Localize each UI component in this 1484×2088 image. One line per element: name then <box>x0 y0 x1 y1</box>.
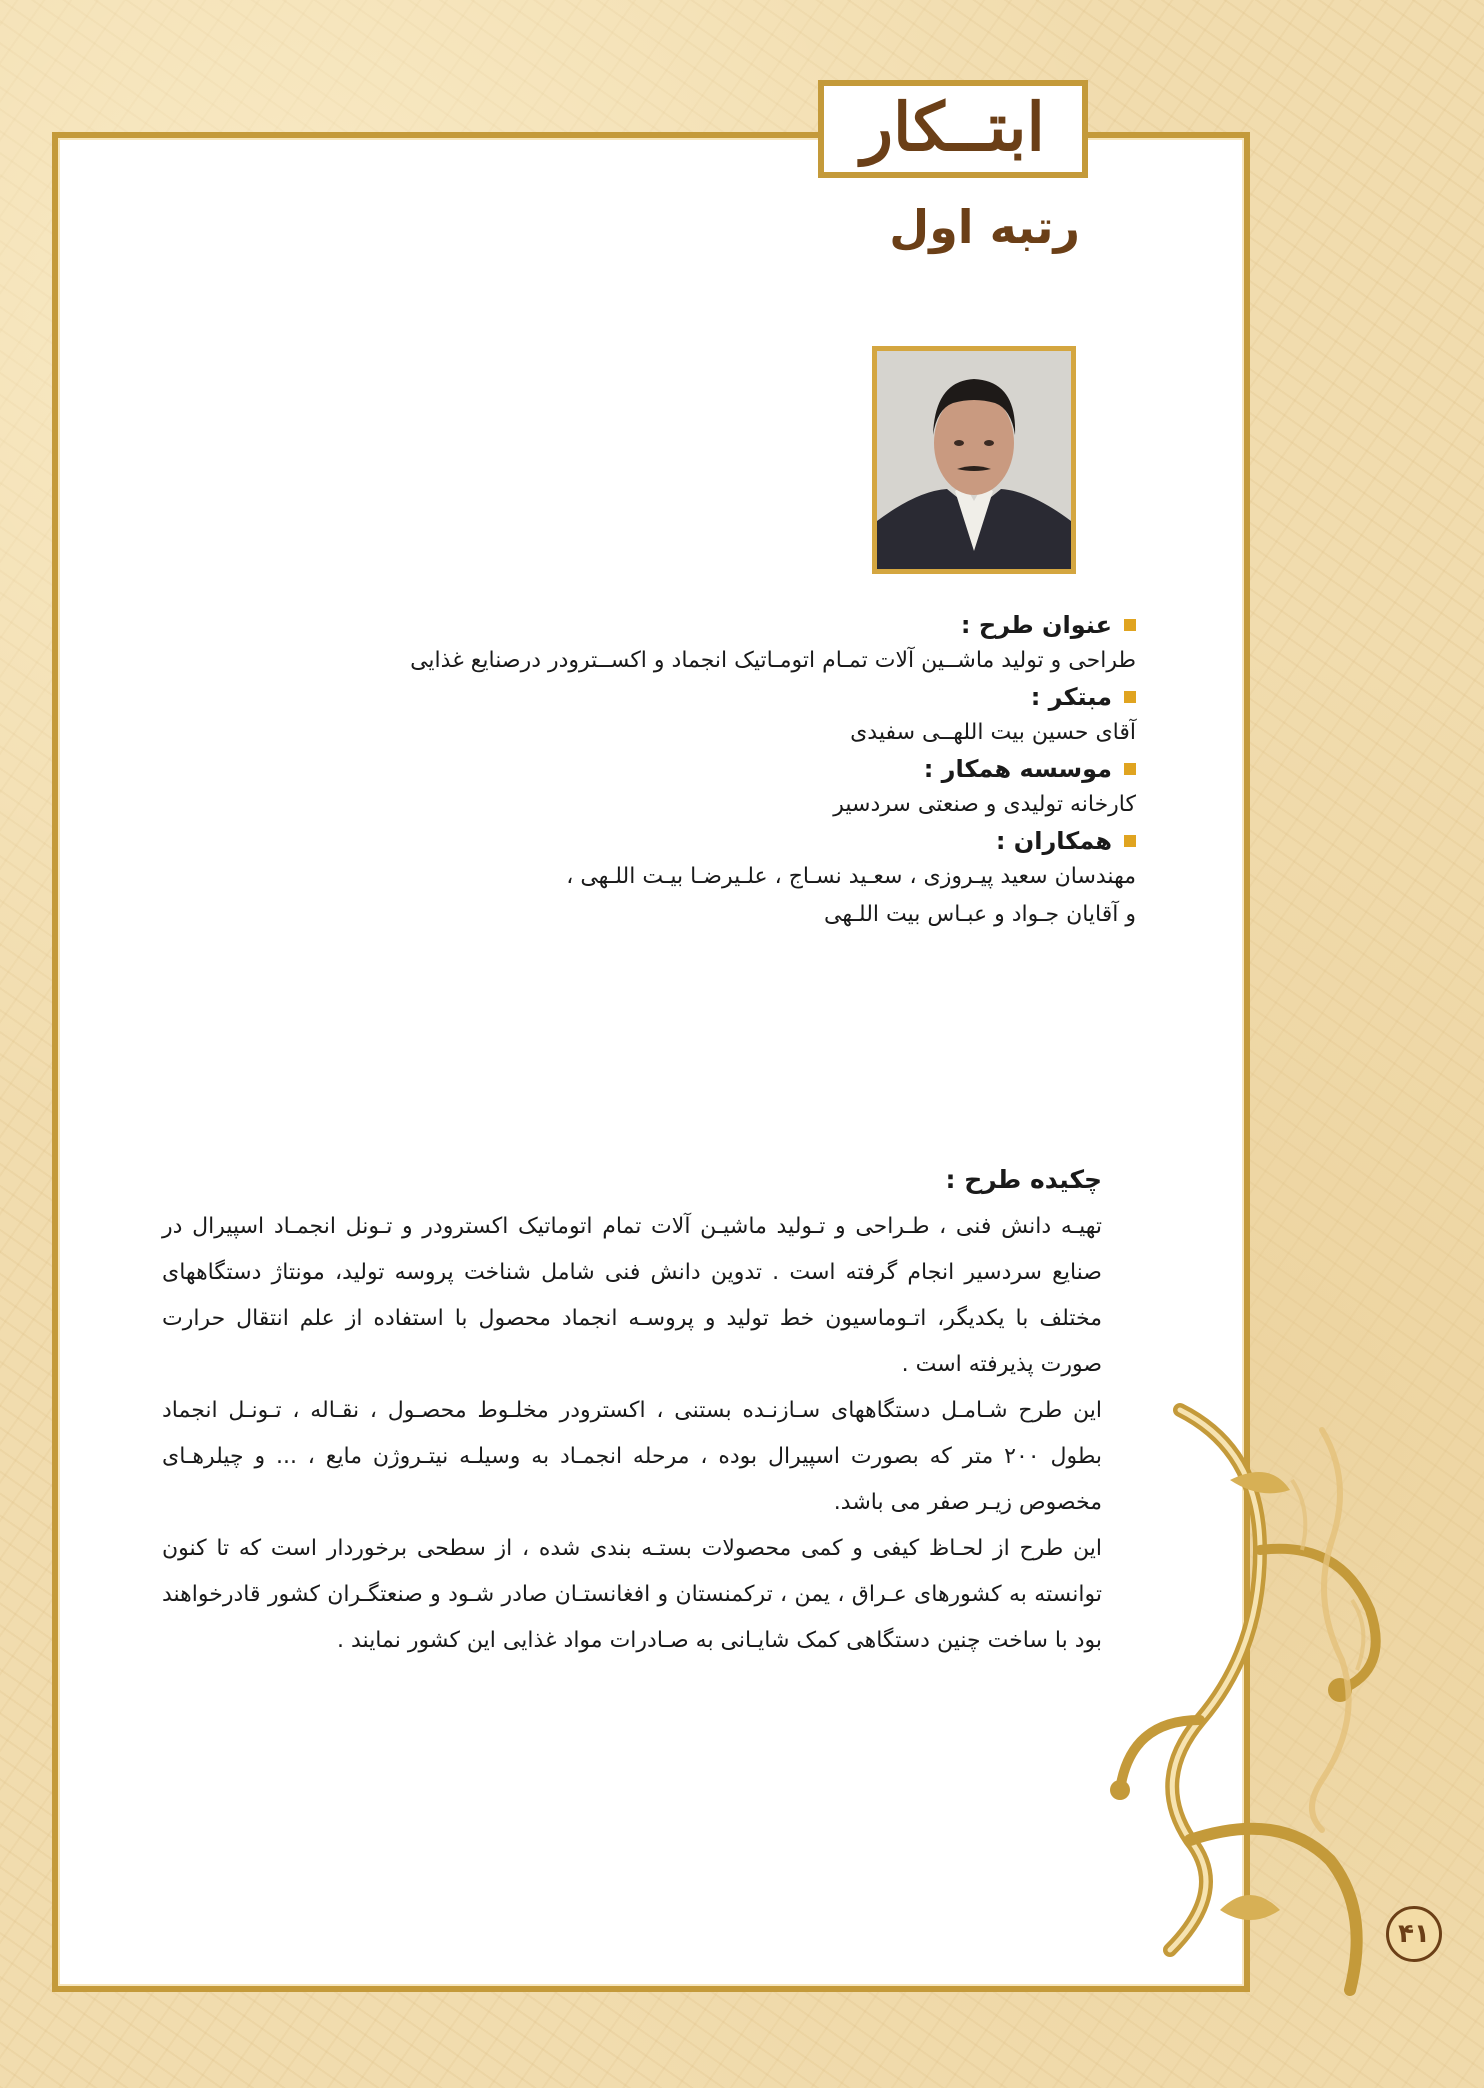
bullet-icon <box>1124 691 1136 703</box>
info-value-title: طراحی و تولید ماشــین آلات تمـام اتومـاتیک انجماد و اکســترودر درصنایع غذایی <box>410 648 1136 673</box>
info-value-inventor: آقای حسین بیت اللهــی سفیدی <box>850 720 1136 745</box>
info-value-institute: کارخانه تولیدی و صنعتی سردسیر <box>833 792 1136 817</box>
page-title: ابتــکار <box>818 80 1088 178</box>
decorative-calligraphy <box>1262 1420 1382 1840</box>
bullet-icon <box>1124 619 1136 631</box>
info-label-colleagues: همکاران : <box>995 827 1112 855</box>
abstract-heading: چکیده طرح : <box>945 1165 1102 1194</box>
page-number: ۴۱ <box>1386 1906 1442 1962</box>
info-label-title: عنوان طرح : <box>960 611 1112 639</box>
portrait-photo <box>872 346 1076 574</box>
project-info <box>256 608 1136 934</box>
info-label-institute: موسسه همکار : <box>923 755 1112 783</box>
info-title-section <box>256 608 1136 680</box>
info-label-inventor: مبتکر : <box>1030 683 1112 711</box>
abstract-paragraph-3: این طرح از لحـاظ کیفی و کمی محصولات بستـه بندی شده ، از سطحی برخوردار است که تا کنون توانسته به کشورهای عـراق ، یمن ، ترکمنستان و افغانستـان صادر شـود و صنعتگـران کشور قادرخواهند بود با ساخت چنین دستگاهی کمک شایـانی به صـادرات مواد غذایی این کشور نمایند . <box>162 1536 1102 1653</box>
bullet-icon <box>1124 835 1136 847</box>
abstract-paragraph-2: این طرح شـامـل دستگاههای سـازنـده بستنی ، اکسترودر مخلـوط محصـول ، نقـاله ، تـونـل انجماد بطول ۲۰۰ متر که بصورت اسپیرال بوده ، مرحله انجمـاد به وسیلـه نیتـروژن مایع ، ... و چیلرهـای مخصوص زیـر صفر می باشد. <box>162 1398 1102 1515</box>
info-value-colleagues-line2: و آقایان جـواد و عبـاس بیت اللـهی <box>824 902 1136 927</box>
abstract-paragraph-1: تهیـه دانش فنی ، طـراحی و تـولید ماشیـن آلات تمام اتوماتیک اکسترودر و تـونل انجمـاد اسپیرال در صنایع سردسیر انجام گرفته است . تدوین دانش فنی شامل شناخت پروسه تولید، مونتاژ دستگاههای مختلف با یکدیگر، اتـوماسیون خط تولید و پروسـه انجماد محصول با استفاده از علم انتقال حرارت صورت پذیرفته است . <box>162 1214 1102 1377</box>
abstract-section <box>162 1160 1102 1664</box>
info-colleagues-section <box>256 824 1136 934</box>
info-value-colleagues-line1: مهندسان سعید پیـروزی ، سعـید نسـاج ، علـیرضـا بیـت اللـهی ، <box>566 864 1136 889</box>
rank-heading: رتبه اول <box>889 200 1080 254</box>
info-inventor-section <box>256 680 1136 752</box>
bullet-icon <box>1124 763 1136 775</box>
info-institute-section <box>256 752 1136 824</box>
